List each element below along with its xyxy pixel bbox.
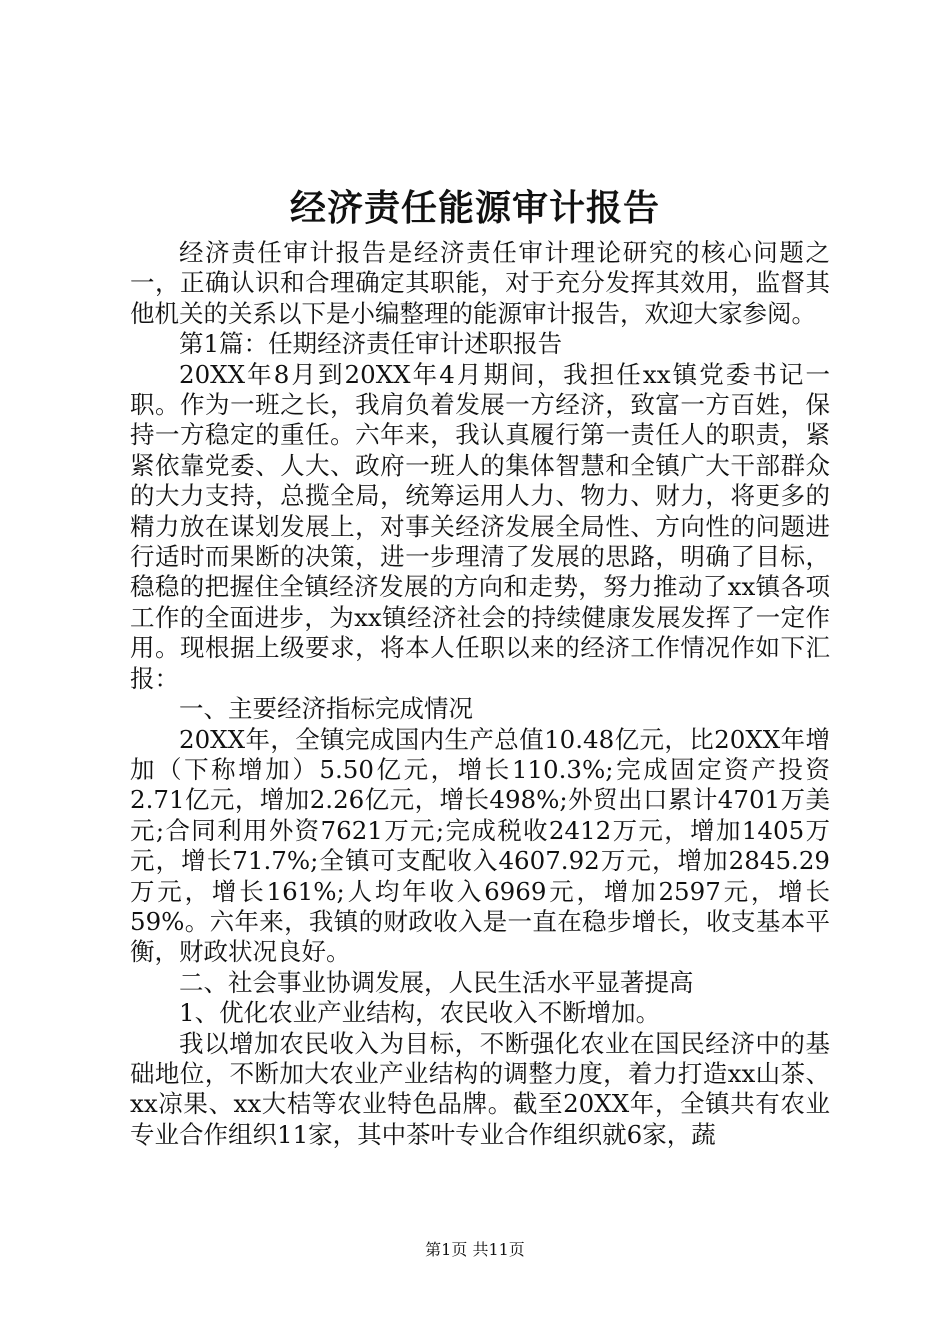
- section-heading: 第1篇：任期经济责任审计述职报告: [179, 329, 563, 359]
- body-paragraph: 我以增加农民收入为目标，不断强化农业在国民经济中的基础地位，不断加大农业产业结构的调整力度，着力打造xx山茶、xx凉果、xx大桔等农业特色品牌。截至20XX年，全镇共有农业专业合作组织11家，其中茶叶专业合作组织就6家，蔬: [130, 1028, 830, 1149]
- body-paragraph: 20XX年，全镇完成国内生产总值10.48亿元，比20XX年增加（下称增加）5.50亿元，增长110.3%;完成固定资产投资2.71亿元，增加2.26亿元，增长498%;外贸出口累计4701万美元;合同利用外资7621万元;完成税收2412万元，增加1405万元，增长71.7%;全镇可支配收入4607.92万元，增加2845.29万元，增长161%;人均年收入6969元，增加2597元，增长59%。六年来，我镇的财政收入是一直在稳步增长，收支基本平衡，财政状况良好。: [130, 724, 830, 967]
- document-title: 经济责任能源审计报告: [289, 187, 660, 229]
- section-heading: 一、主要经济指标完成情况: [179, 694, 473, 724]
- intro-paragraph: 经济责任审计报告是经济责任审计理论研究的核心问题之一，正确认识和合理确定其职能，对于充分发挥其效用，监督其他机关的关系以下是小编整理的能源审计报告，欢迎大家参阅。: [130, 238, 830, 328]
- page-footer: 第1页 共11页: [425, 1240, 525, 1259]
- section-heading: 二、社会事业协调发展，人民生活水平显著提高: [179, 967, 694, 997]
- body-paragraph: 20XX年8月到20XX年4月期间，我担任xx镇党委书记一职。作为一班之长，我肩负着发展一方经济，致富一方百姓，保持一方稳定的重任。六年来，我认真履行第一责任人的职责，紧紧依靠党委、人大、政府一班人的集体智慧和全镇广大干部群众的大力支持，总揽全局，统筹运用人力、物力、财力，将更多的精力放在谋划发展上，对事关经济发展全局性、方向性的问题进行适时而果断的决策，进一步理清了发展的思路，明确了目标，稳稳的把握住全镇经济发展的方向和走势，努力推动了xx镇各项工作的全面进步，为xx镇经济社会的持续健康发展发挥了一定作用。现根据上级要求，将本人任职以来的经济工作情况作如下汇报：: [130, 359, 830, 693]
- document-body: [130, 238, 830, 1150]
- subsection-heading: 1、优化农业产业结构，农民收入不断增加。: [179, 998, 661, 1028]
